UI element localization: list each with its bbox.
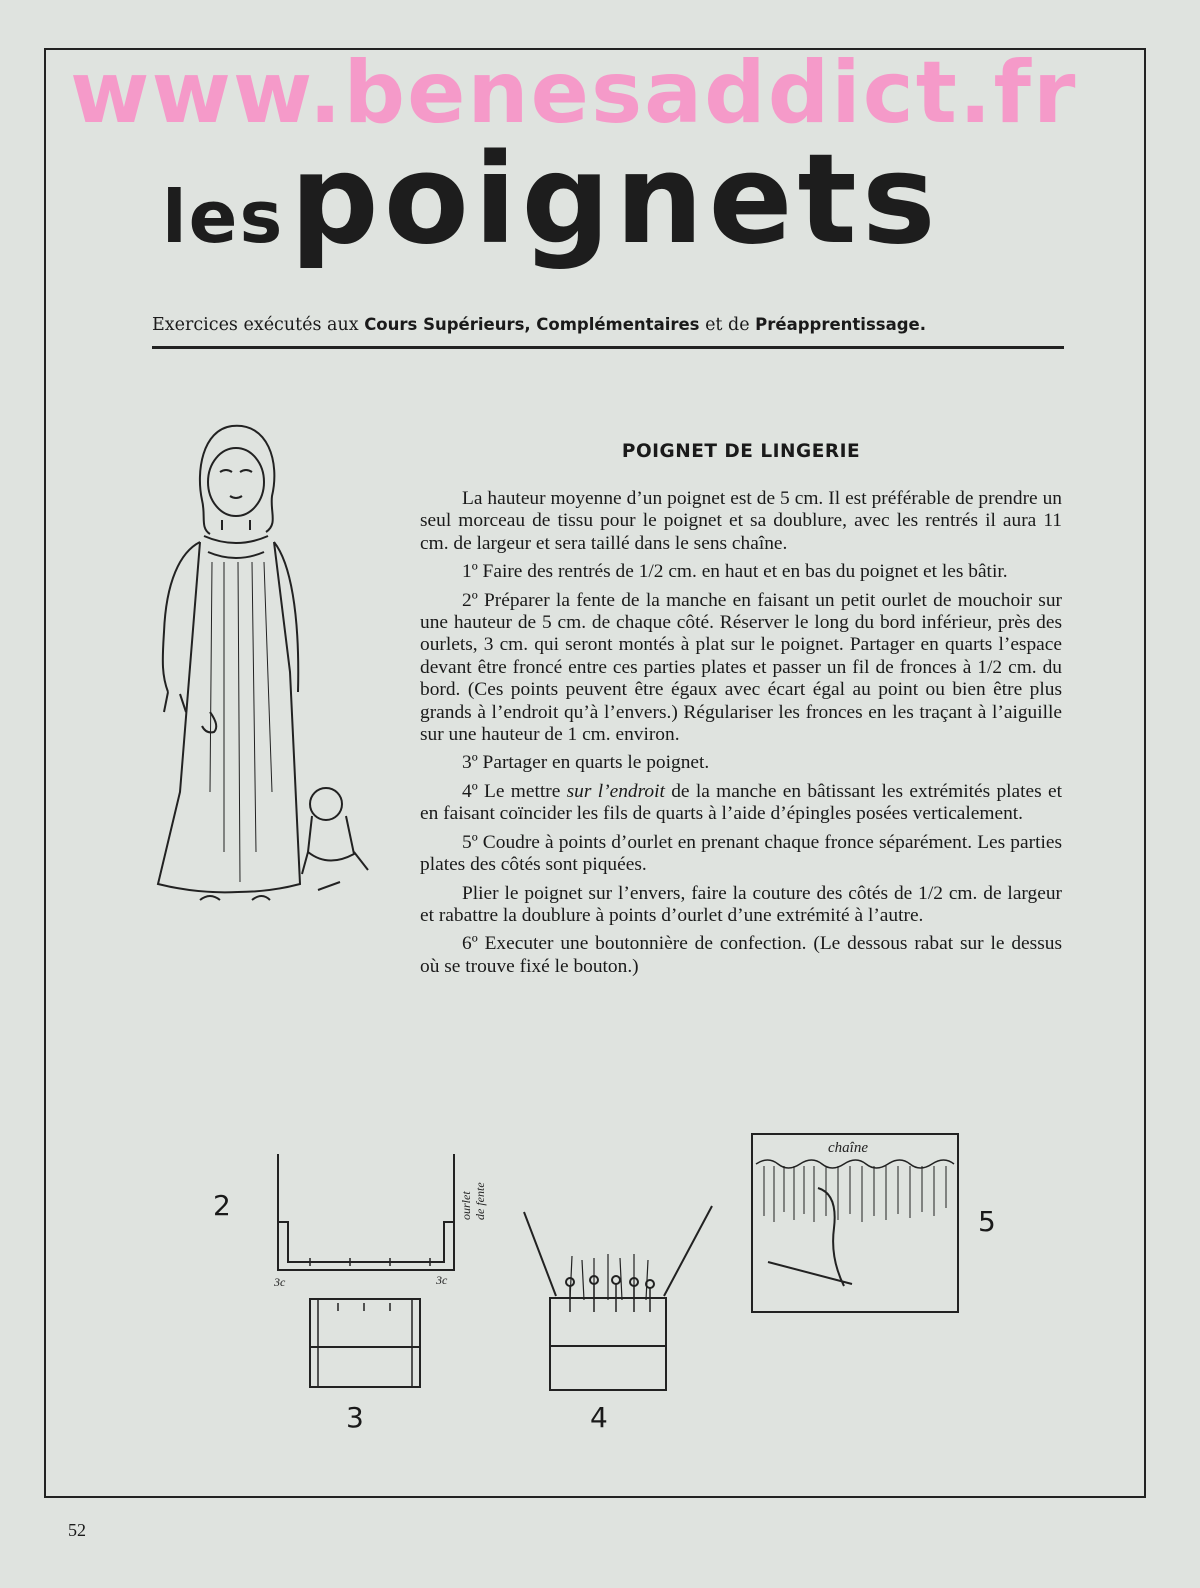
figure-5-label: chaîne (828, 1140, 868, 1156)
title-les: les (162, 175, 285, 259)
paragraph-step-1: 1º Faire des rentrés de 1/2 cm. en haut et en bas du poignet et les bâtir. (462, 561, 1008, 583)
paragraph-step-5: 5º Coudre à points d’ourlet en prenant chaque fronce séparément. Les parties plates des côtés sont piquées. (420, 831, 1062, 876)
figure-2-label-right: 3c (436, 1273, 448, 1287)
figure-2-label-left: 3c (274, 1275, 286, 1289)
paragraph-step-2: 2º Préparer la fente de la manche en faisant un petit ourlet de mouchoir sur une hauteur de 5 cm. de chaque côté. Réserver le long du bord inférieur, près des ourlets, 3 cm. qui seront montés à plat sur le poignet. Partager en quarts l’espace devant être froncé entre ces parties plates et passer un fil de fronces à 1/2 cm. du bord. (Ces points peuvent être égaux avec écart égal au point ou bien être plus grands à l’endroit qu’à l’envers.) Régulariser les fronces en les traçant à l’aiguille sur une hauteur de 1 cm. environ. (420, 589, 1062, 746)
paragraph-intro: La hauteur moyenne d’un poignet est de 5 cm. Il est préférable de prendre un seul morceau de tissu pour le poignet et sa doublure, avec les rentrés il aura 11 cm. de largeur et sera taillé dans le sens chaîne. (420, 488, 1062, 554)
title-rule (152, 346, 1064, 349)
figure-2-sleeve-slit (270, 1150, 500, 1290)
section-heading: POIGNET DE LINGERIE (621, 441, 861, 462)
subtitle-prefix: Exercices exécutés aux (152, 315, 365, 335)
page-number: 52 (68, 1520, 86, 1540)
subtitle-course-superieurs: Cours Supérieurs, (364, 315, 531, 334)
figure-5-gathers-chain (748, 1128, 962, 1318)
figure-2-side-label-2: de fente (473, 1182, 487, 1220)
subtitle (152, 315, 1064, 335)
figure-2-number: 2 (213, 1189, 231, 1222)
subtitle-course-complementaires: Complémentaires (536, 315, 700, 334)
title-main: poignets (289, 128, 941, 272)
paragraph-step-4: 4º Le mettre sur l’endroit de la manche en bâtissant les extrémités plates et en faisant coïncider les fils de quarts à l’aide d’épingles posées verticalement. (420, 780, 1063, 825)
subtitle-mid: et de (699, 315, 756, 335)
paragraph-step-3: 3º Partager en quarts le poignet. (462, 752, 710, 774)
page-title (162, 128, 941, 272)
paragraph-fold: Plier le poignet sur l’envers, faire la couture des côtés de 1/2 cm. de largeur et rabattre la doublure à points d’ourlet d’une extrémité à l’autre. (420, 882, 1062, 926)
subtitle-course-preapprentissage: Préapprentissage. (755, 315, 926, 334)
watermark: www.benesaddict.fr (70, 43, 1078, 143)
figure-3-cuff (306, 1295, 426, 1395)
figure-4-number: 4 (590, 1401, 608, 1434)
figure-5-number: 5 (978, 1205, 996, 1238)
girl-nightgown-illustration (140, 412, 380, 932)
figure-2-side-label-1: ourlet (459, 1191, 473, 1220)
figure-3-number: 3 (346, 1401, 364, 1434)
figure-4-pinned-cuff (516, 1200, 716, 1400)
instructions (420, 488, 1062, 984)
paragraph-step-6: 6º Executer une boutonnière de confection. (Le dessous rabat sur le dessus où se trouve fixé le bouton.) (420, 933, 1062, 977)
